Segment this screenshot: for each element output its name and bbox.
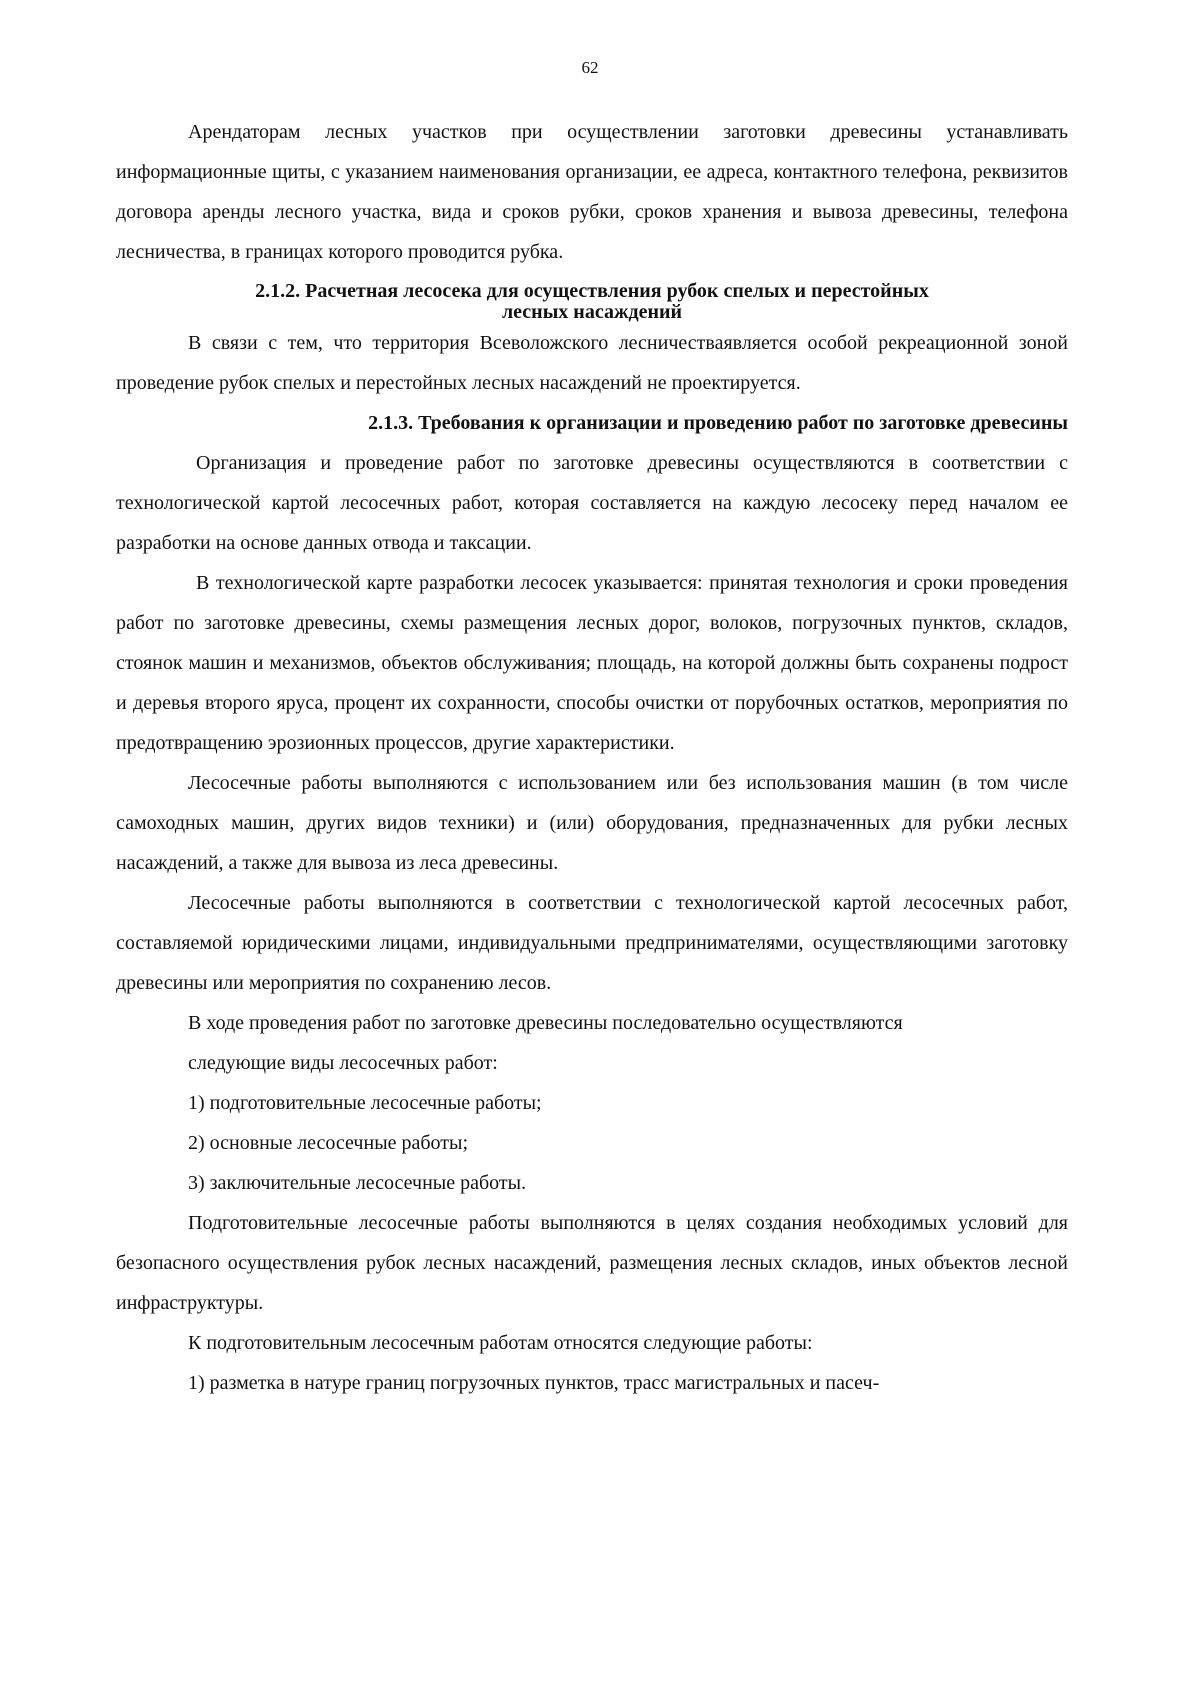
paragraph-organization: Организация и проведение работ по заготовке древесины осуществляются в соответствии с технологической картой лесосечных работ, которая составляется на каждую лесосеку перед началом ее разработки на основе данных отвода и таксации. <box>116 452 1068 554</box>
heading-2-1-2-line2: лесных насаждений <box>501 301 683 323</box>
preparatory-item-1: 1) разметка в натуре границ погрузочных пунктов, трасс магистральных и пасеч- <box>188 1372 880 1394</box>
heading-2-1-2-line1: 2.1.2. Расчетная лесосека для осуществления рубок спелых и перестойных <box>255 280 929 302</box>
preparatory-works-intro: К подготовительным лесосечным работам относятся следующие работы: <box>188 1332 813 1354</box>
paragraph-tech-map-compliance: Лесосечные работы выполняются в соответствии с технологической картой лесосечных работ, составляемой юридическими лицами, индивидуальными предпринимателями, осуществляющими заготовку древесины или мероприятия по сохранению лесов. <box>116 892 1068 994</box>
stages-intro-line1: В ходе проведения работ по заготовке древесины последовательно осуществляются <box>188 1012 903 1034</box>
paragraph-tech-map: В технологической карте разработки лесосек указывается: принятая технология и сроки проведения работ по заготовке древесины, схемы размещения лесных дорог, волоков, погрузочных пунктов, складов, стоянок машин и механизмов, объектов обслуживания; площадь, на которой должны быть сохранены подрост и деревья второго яруса, процент их сохранности, способы очистки от порубочных остатков, мероприятия по предотвращению эрозионных процессов, другие характеристики. <box>116 572 1068 754</box>
paragraph-recreation-zone: В связи с тем, что территория Всеволожского лесничестваявляется особой рекреационной зоной проведение рубок спелых и перестойных лесных насаждений не проектируется. <box>116 332 1068 394</box>
stages-intro-line2: следующие виды лесосечных работ: <box>188 1052 498 1074</box>
page-number: 62 <box>581 58 599 77</box>
list-item: 1) подготовительные лесосечные работы; <box>188 1092 542 1114</box>
paragraph-info-boards: Арендаторам лесных участков при осуществлении заготовки древесины устанавливать информационные щиты, с указанием наименования организации, ее адреса, контактного телефона, реквизитов договора аренды лесного участка, вида и сроков рубки, сроков хранения и вывоза древесины, телефона лесничества, в границах которого проводится рубка. <box>116 121 1068 263</box>
paragraph-preparatory-works: Подготовительные лесосечные работы выполняются в целях создания необходимых условий для безопасного осуществления рубок лесных насаждений, размещения лесных складов, иных объектов лесной инфраструктуры. <box>116 1212 1068 1314</box>
list-item: 2) основные лесосечные работы; <box>188 1132 469 1154</box>
page-content <box>116 112 1068 1403</box>
heading-2-1-2 <box>116 272 1068 323</box>
list-item: 3) заключительные лесосечные работы. <box>188 1172 527 1194</box>
paragraph-machines: Лесосечные работы выполняются с использованием или без использования машин (в том числе самоходных машин, других видов техники) и (или) оборудования, предназначенных для рубки лесных насаждений, а также для вывоза из леса древесины. <box>116 772 1068 874</box>
heading-2-1-3: 2.1.3. Требования к организации и проведению работ по заготовке древесины <box>368 412 1068 434</box>
